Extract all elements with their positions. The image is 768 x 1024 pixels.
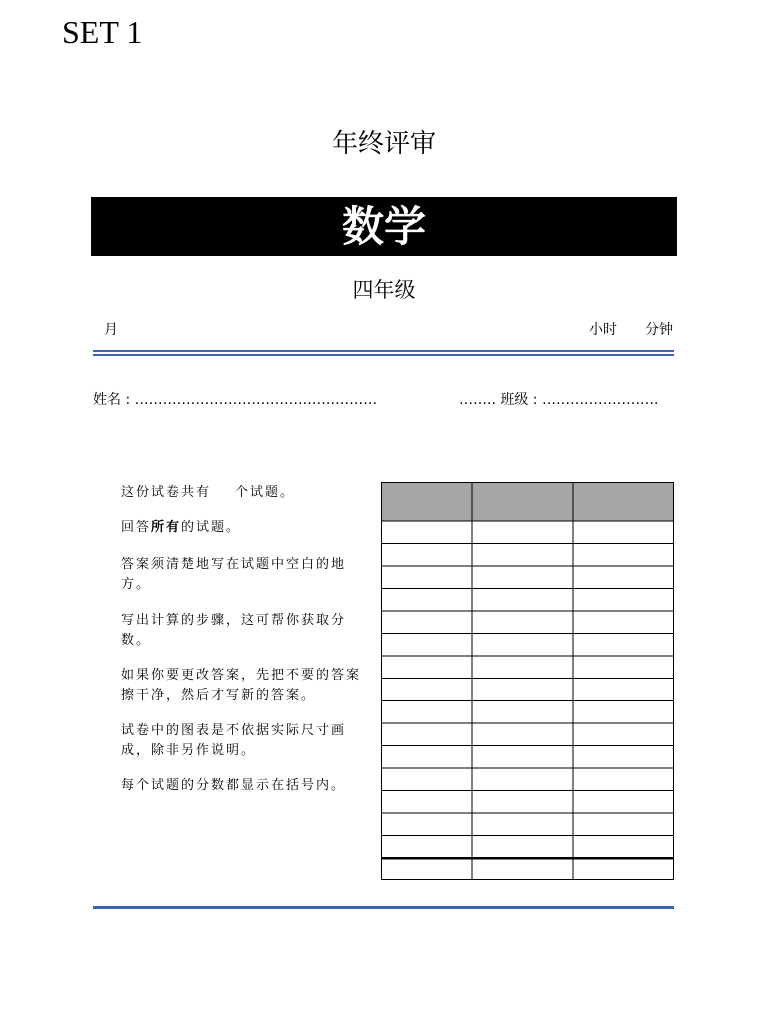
header-rule-top <box>93 350 674 352</box>
footer-rule <box>93 906 674 909</box>
instruction-item-5: 如果你要更改答案，先把不要的答案擦干净，然后才写新的答案。 <box>121 668 362 703</box>
set-label: SET 1 <box>62 14 143 50</box>
instruction-item-2 <box>121 518 371 538</box>
score-table-header <box>382 483 674 522</box>
instruction-2-end: 的试题。 <box>181 520 242 535</box>
instruction-2-emphasis: 所有 <box>151 520 182 535</box>
review-title: 年终评审 <box>331 129 436 159</box>
instruction-item-3: 答案须清楚地写在试题中空白的地方。 <box>121 557 347 592</box>
score-table <box>381 482 674 880</box>
instruction-item-7: 每个试题的分数都显示在括号内。 <box>121 778 347 793</box>
minutes-label: 分钟 <box>645 322 673 338</box>
instruction-2-start: 回答 <box>121 520 152 535</box>
month-label: 月 <box>104 322 118 338</box>
header-rule-bottom <box>93 354 674 356</box>
instruction-item-6: 试卷中的图表是不依据实际尺寸画成，除非另作说明。 <box>121 723 347 758</box>
name-field-line: 姓名 : ……………………………….…………… <box>93 392 378 408</box>
subject-banner: 数学 <box>91 197 677 256</box>
grade-label: 四年级 <box>352 278 416 302</box>
instruction-item-1 <box>121 483 371 503</box>
hours-label: 小时 <box>589 322 617 338</box>
instruction-1-start: 这份试卷共有 <box>121 485 212 500</box>
class-field-line: …….. 班级 : ……………………. <box>459 392 659 408</box>
instruction-1-end: 个试题。 <box>235 485 296 500</box>
instruction-item-4: 写出计算的步骤，这可帮你获取分数。 <box>121 613 347 648</box>
